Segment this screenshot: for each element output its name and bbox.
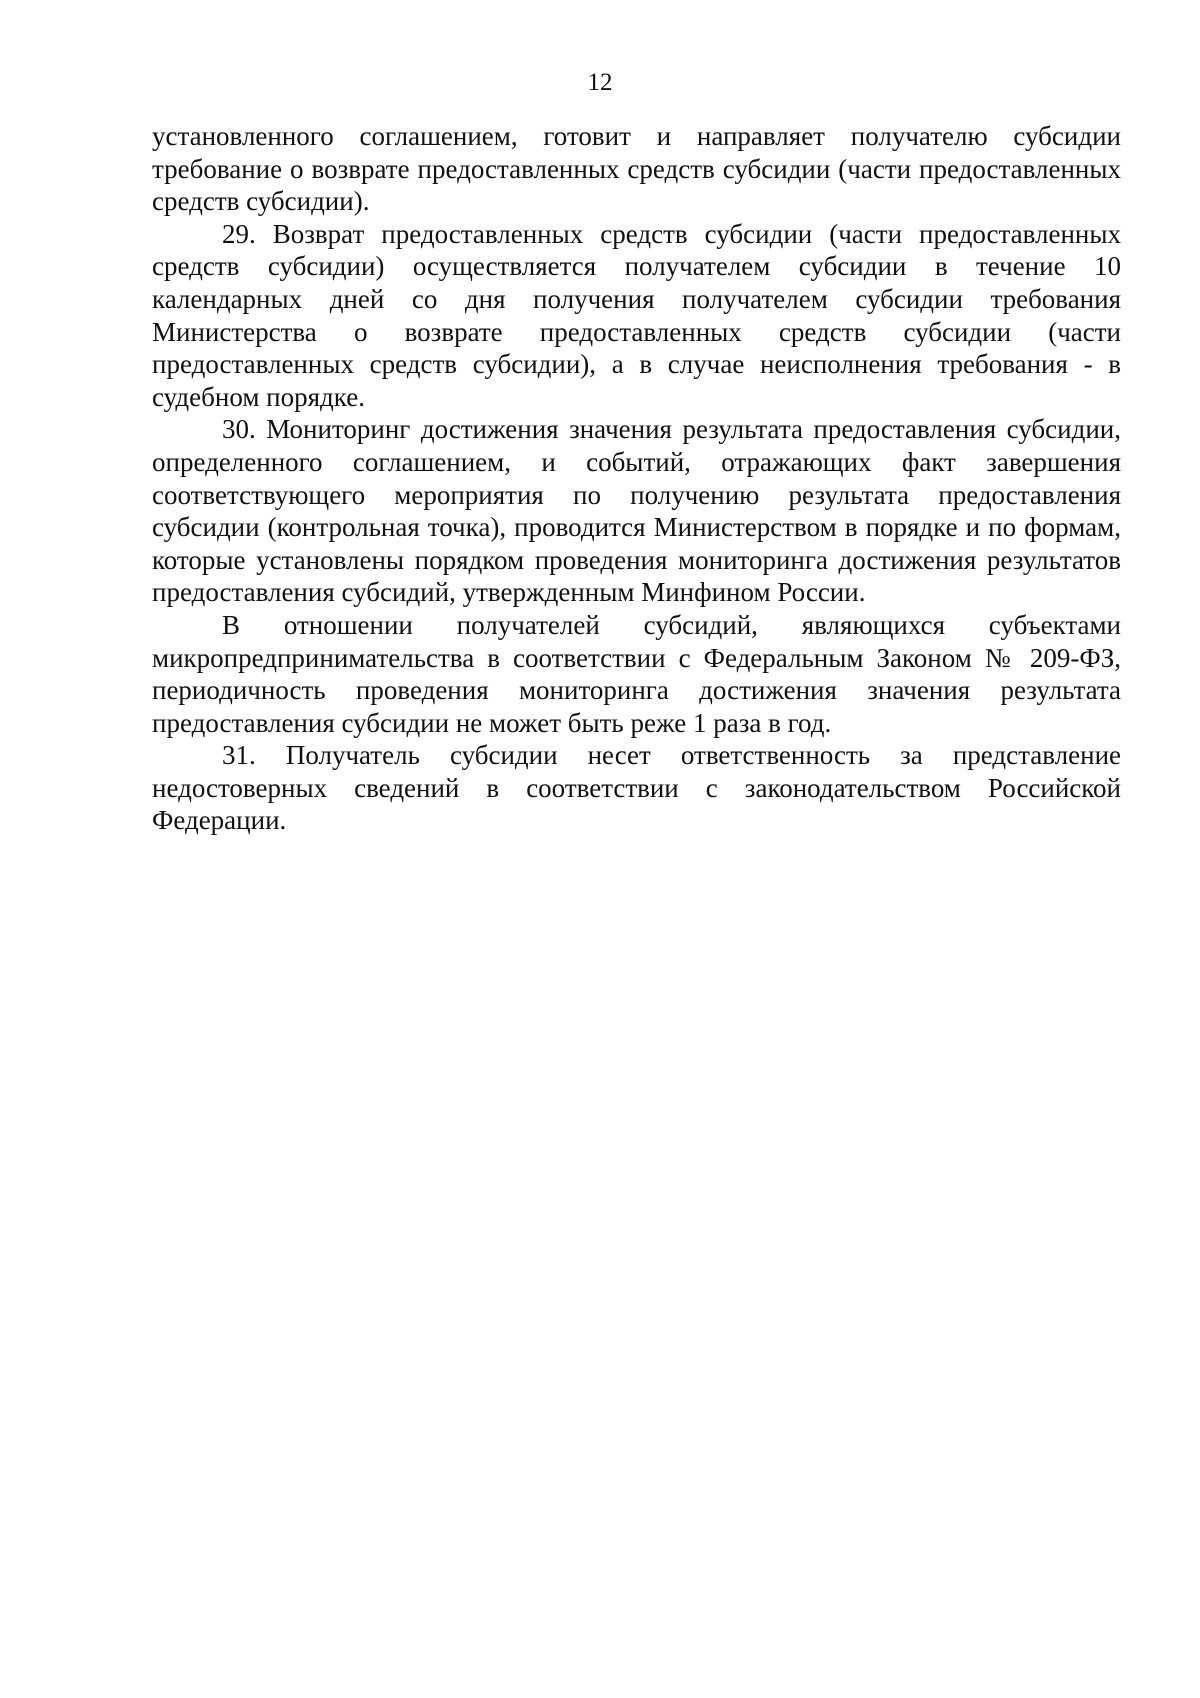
paragraph-31: 31. Получатель субсидии несет ответственность за представление недостоверных сведений в соответствии с законодательством Российской Федерации. xyxy=(152,740,1121,836)
document-body xyxy=(152,120,1121,837)
paragraph-29: 29. Возврат предоставленных средств субсидии (части предоставленных средств субсидии) осуществляется получателем субсидии в течение 10 календарных дней со дня получения получателем субсидии требования Министерства о возврате предоставленных средств субсидии (части предоставленных средств субсидии), а в случае неисполнения требования - в судебном порядке. xyxy=(152,218,1121,412)
paragraph-30-microenterprise: В отношении получателей субсидий, являющихся субъектами микропредпринимательства в соответствии с Федеральным Законом № 209-ФЗ, периодичность проведения мониторинга достижения значения результата предоставления субсидии не может быть реже 1 раза в год. xyxy=(152,609,1121,738)
paragraph-30: 30. Мониторинг достижения значения результата предоставления субсидии, определенного соглашением, и событий, отражающих факт завершения соответствующего мероприятия по получению результата предоставления субсидии (контрольная точка), проводится Министерством в порядке и по формам, которые установлены порядком проведения мониторинга достижения результатов предоставления субсидий, утвержденным Минфином России. xyxy=(152,414,1121,608)
page-number: 12 xyxy=(587,69,613,96)
paragraph-continuation: установленного соглашением, готовит и направляет получателю субсидии требование о возврате предоставленных средств субсидии (части предоставленных средств субсидии). xyxy=(152,121,1121,217)
